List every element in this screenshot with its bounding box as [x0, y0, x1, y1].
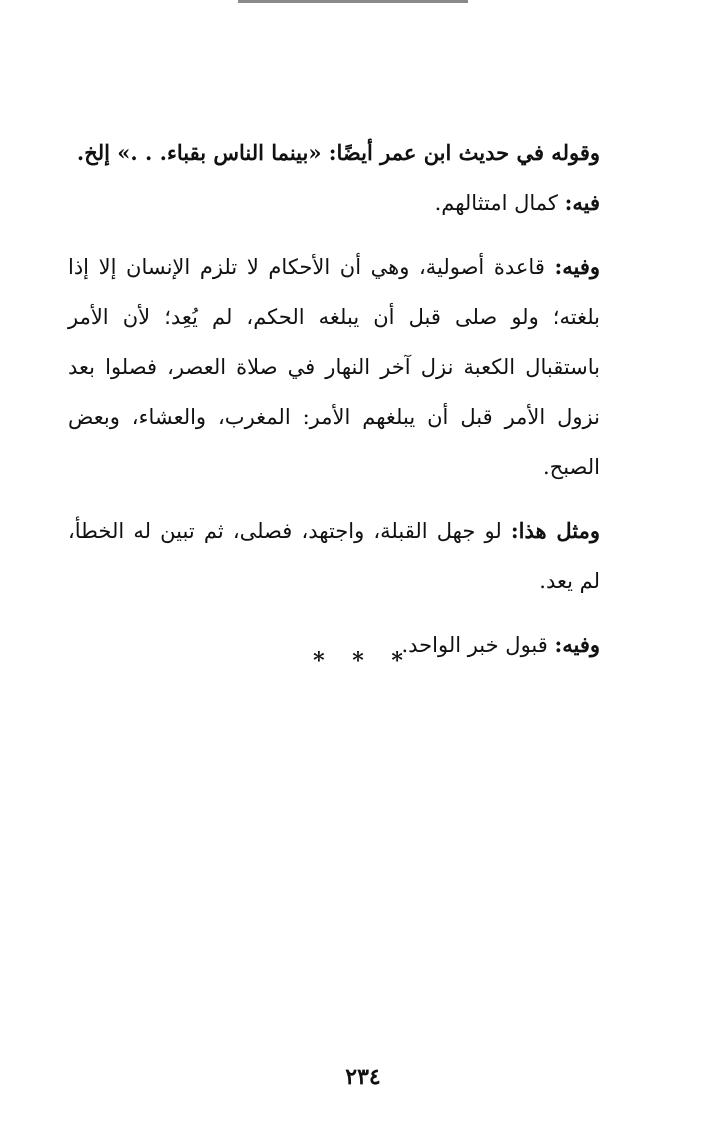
- section-separator: * * *: [313, 648, 413, 674]
- paragraph-text: كمال امتثالهم.: [434, 191, 565, 215]
- page-number: ٢٣٤: [345, 1064, 381, 1090]
- paragraph-text: قاعدة أصولية، وهي أن الأحكام لا تلزم الإنسان إلا إذا بلغته؛ ولو صلى قبل أن يبلغه الحكم، لم يُعِد؛ لأن الأمر باستقبال الكعبة نزل آخر النهار في صلاة العصر، فصلوا بعد نزول الأمر قبل أن يبلغهم الأمر: المغرب، والعشاء، وبعض الصبح.: [68, 255, 600, 479]
- paragraph-principle: [68, 242, 600, 492]
- paragraph-lead: ومثل هذا:: [510, 518, 601, 543]
- paragraph-lead: وفيه:: [554, 254, 600, 279]
- paragraph-qibla: [68, 506, 600, 606]
- paragraph-obedience: [68, 178, 600, 228]
- paragraph-hadith-quote: [68, 128, 600, 178]
- paragraph-text: قبول خبر الواحد.: [401, 633, 555, 657]
- top-rule: [238, 0, 468, 3]
- paragraph-lead: وقوله في حديث ابن عمر أيضًا: «بينما الناس بقباء. . .» إلخ.: [76, 140, 600, 165]
- paragraph-text: لو جهل القبلة، واجتهد، فصلى، ثم تبين له الخطأ، لم يعد.: [68, 519, 600, 593]
- paragraph-lead: فيه:: [564, 190, 600, 215]
- paragraph-lead: وفيه:: [554, 632, 600, 657]
- page-body: [68, 128, 600, 670]
